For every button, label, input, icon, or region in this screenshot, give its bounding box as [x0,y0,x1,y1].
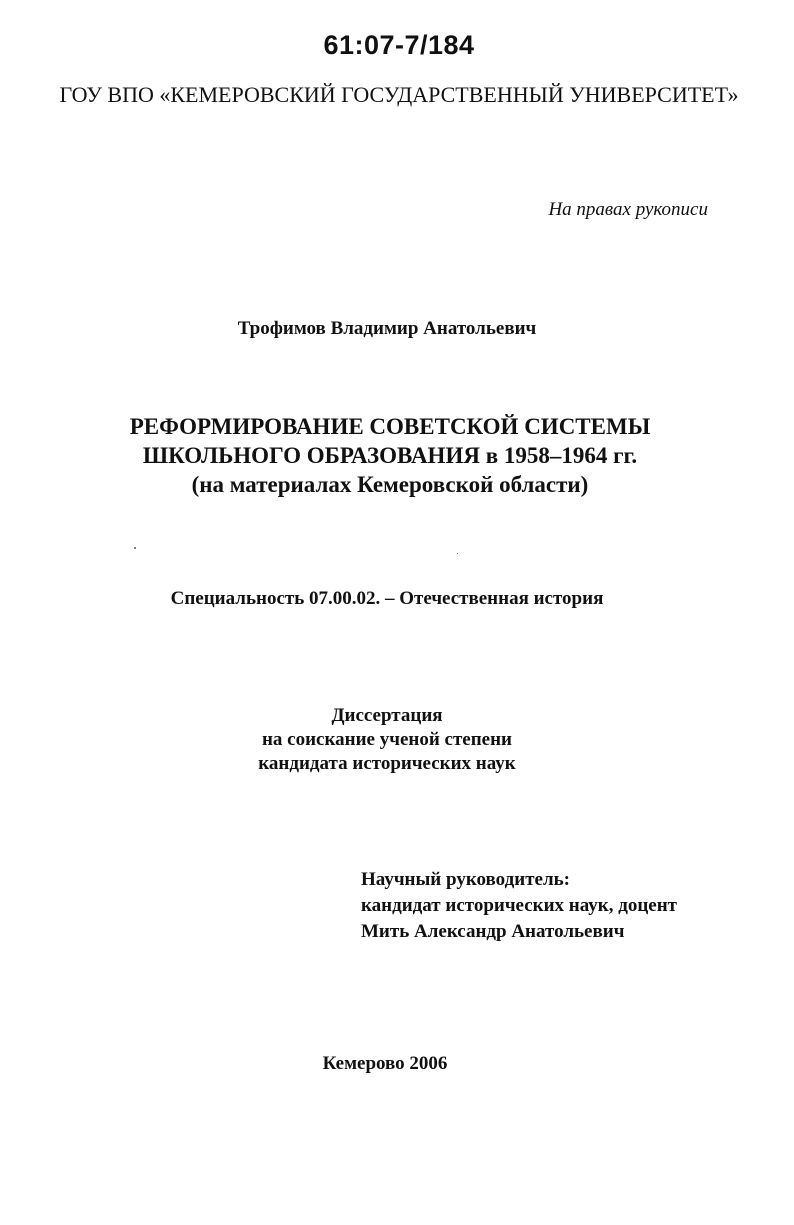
supervisor-label: Научный руководитель: [361,869,570,890]
degree-line-2: на соискание ученой степени [261,729,512,750]
title-line-1: РЕФОРМИРОВАНИЕ СОВЕТСКОЙ СИСТЕМЫ [129,414,651,439]
specialty: Специальность 07.00.02. – Отечественная история [170,588,604,609]
scan-speck [457,553,458,554]
author-name: Трофимов Владимир Анатольевич [237,318,537,339]
title-line-3: (на материалах Кемеровской области) [191,472,589,497]
degree-line-1: Диссертация [331,705,443,726]
dissertation-title [0,412,794,499]
title-line-2: ШКОЛЬНОГО ОБРАЗОВАНИЯ в 1958–1964 гг. [142,443,638,468]
scan-speck [134,547,136,549]
degree-line-3: кандидата исторических наук [258,753,516,774]
supervisor-rank: кандидат исторических наук, доцент [361,895,678,916]
rights-note: На правах рукописи [548,199,708,220]
university-header: ГОУ ВПО «КЕМЕРОВСКИЙ ГОСУДАРСТВЕННЫЙ УНИВЕРСИТЕТ» [59,82,739,107]
degree-statement [0,704,794,776]
city-year: Кемерово 2006 [322,1053,448,1074]
supervisor-block [361,867,677,945]
supervisor-name: Мить Александр Анатольевич [361,921,625,942]
catalog-number: 61:07-7/184 [323,30,475,60]
